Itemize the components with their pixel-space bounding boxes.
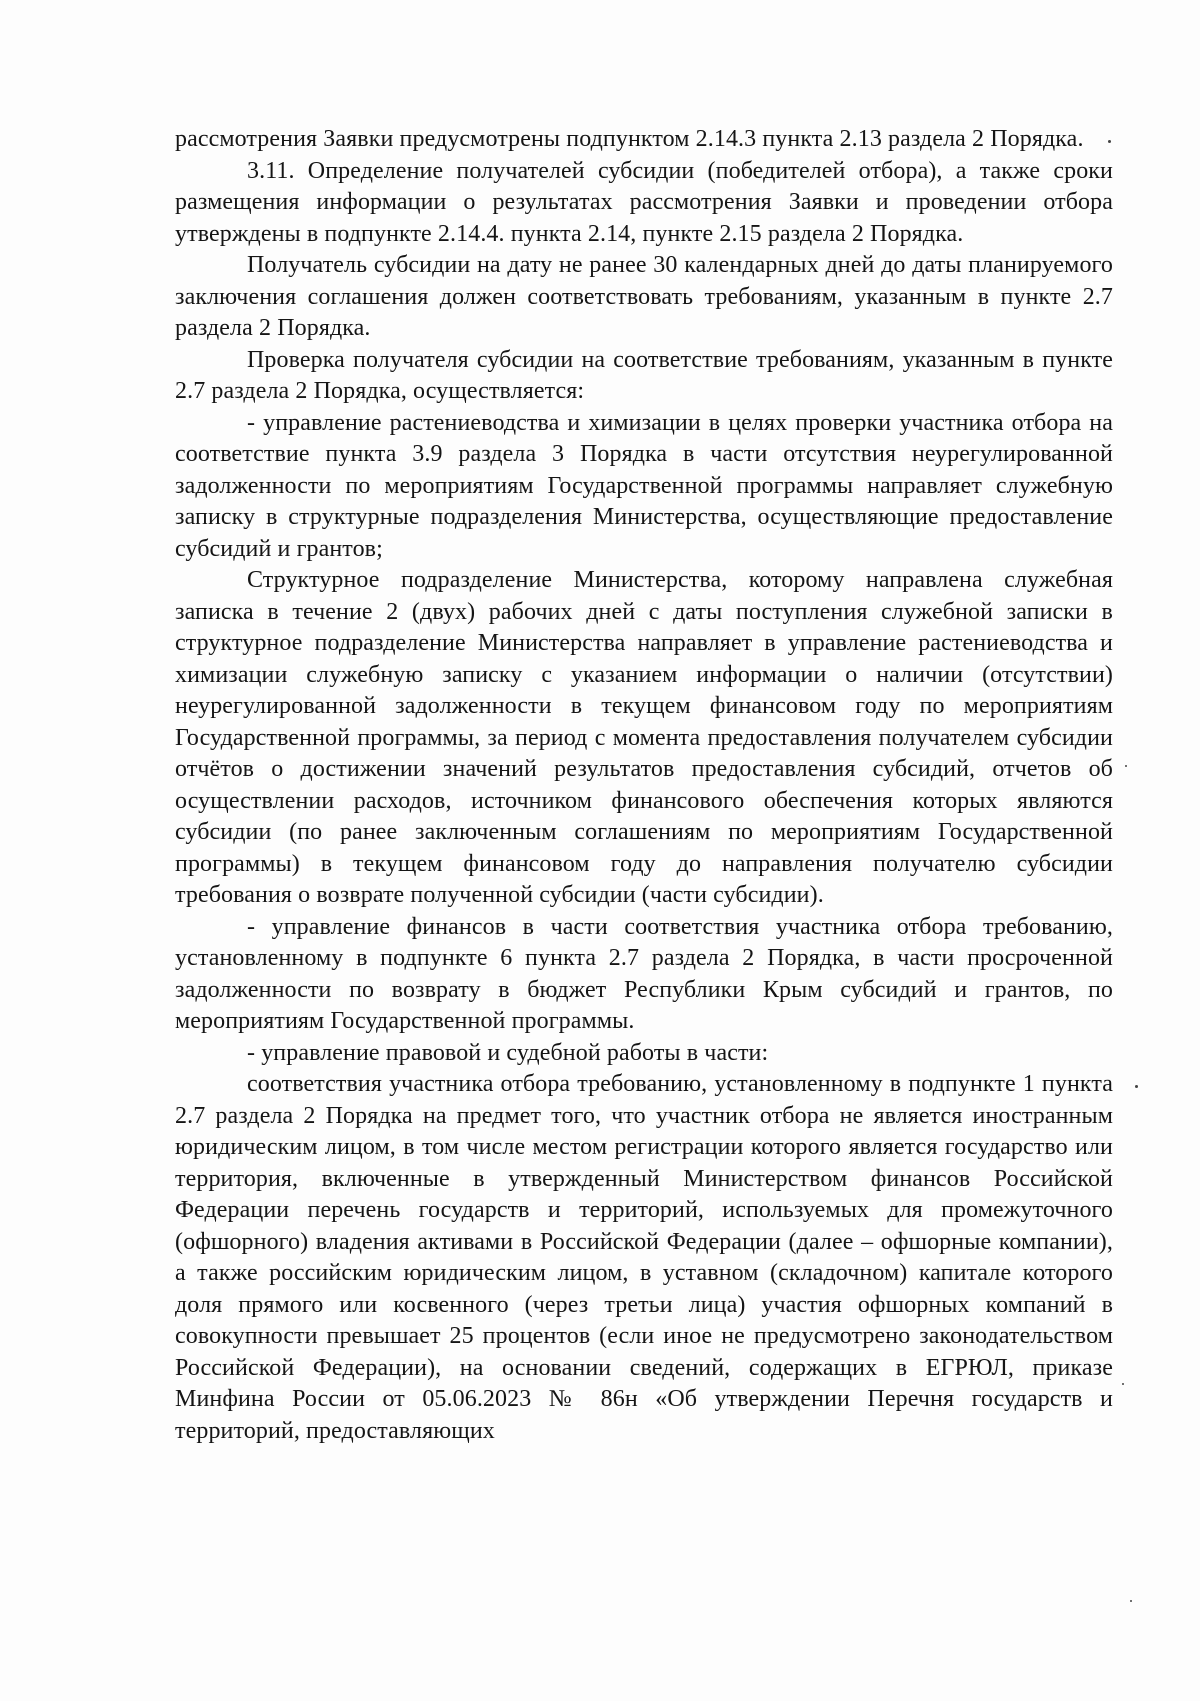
paragraph: - управление финансов в части соответствия участника отбора требованию, установленному в подпункте 6 пункта 2.7 раздела 2 Порядка, в части просроченной задолженности по возврату в бюджет Республики Крым субсидий и грантов, по мероприятиям Государственной программы. (175, 913, 1113, 1034)
scan-speck (1108, 140, 1111, 143)
scan-speck (1135, 1085, 1138, 1088)
paragraph: Получатель субсидии на дату не ранее 30 календарных дней до даты планируемого заключения соглашения должен соответствовать требованиям, указанным в пункте 2.7 раздела 2 Порядка. (175, 252, 1113, 341)
paragraph: 3.11. Определение получателей субсидии (победителей отбора), а также сроки размещения информации о результатах рассмотрения Заявки и проведении отбора утверждены в подпункте 2.14.4. пункта 2.14, пункте 2.15 раздела 2 Порядка. (175, 157, 1113, 247)
scan-speck (1130, 1600, 1132, 1602)
paragraph: Проверка получателя субсидии на соответствие требованиям, указанным в пункте 2.7 раздела 2 Порядка, осуществляется: (175, 346, 1113, 404)
paragraph: - управление правовой и судебной работы в части: (247, 1039, 769, 1066)
paragraph: Структурное подразделение Министерства, которому направлена служебная записка в течение 2 (двух) рабочих дней с даты поступления служебной записки в структурное подразделение Министерства направляет в управление растениеводства и химизации служебную записку с указанием информации о наличии (отсутствии) неурегулированной задолженности в текущем финансовом году по мероприятиям Государственной программы, за период с момента предоставления получателем субсидии отчётов о достижении значений результатов предоставления субсидий, отчетов об осуществлении расходов, источником финансового обеспечения которых являются субсидии (по ранее заключенным соглашениям по мероприятиям Государственной программы) в текущем финансовом году до направления получателю субсидии требования о возврате полученной субсидии (части субсидии). (175, 567, 1113, 908)
scan-speck (1122, 1383, 1124, 1385)
paragraph: соответствия участника отбора требованию, установленному в подпункте 1 пункта 2.7 раздела 2 Порядка на предмет того, что участник отбора не является иностранным юридическим лицом, в том числе местом регистрации которого является государство или территория, включенные в утвержденный Министерством финансов Российской Федерации перечень государств и территорий, используемых для промежуточного (офшорного) владения активами в Российской Федерации (далее – офшорные компании), а также российским юридическим лицом, в уставном (складочном) капитале которого доля прямого или косвенного (через третьи лица) участия офшорных компаний в совокупности превышает 25 процентов (если иное не предусмотрено законодательством Российской Федерации), на основании сведений, содержащих в ЕГРЮЛ, приказе Минфина России от 05.06.2023 № 86н «Об утверждении Перечня государств и территорий, предоставляющих (175, 1071, 1113, 1444)
paragraph: - управление растениеводства и химизации в целях проверки участника отбора на соответствие пункта 3.9 раздела 3 Порядка в части отсутствия неурегулированной задолженности по мероприятиям Государственной программы направляет служебную записку в структурные подразделения Министерства, осуществляющие предоставление субсидий и грантов; (175, 409, 1113, 562)
document-body (175, 124, 1113, 1447)
paragraph: рассмотрения Заявки предусмотрены подпунктом 2.14.3 пункта 2.13 раздела 2 Порядка. (175, 126, 1084, 152)
scan-speck (1125, 765, 1127, 767)
